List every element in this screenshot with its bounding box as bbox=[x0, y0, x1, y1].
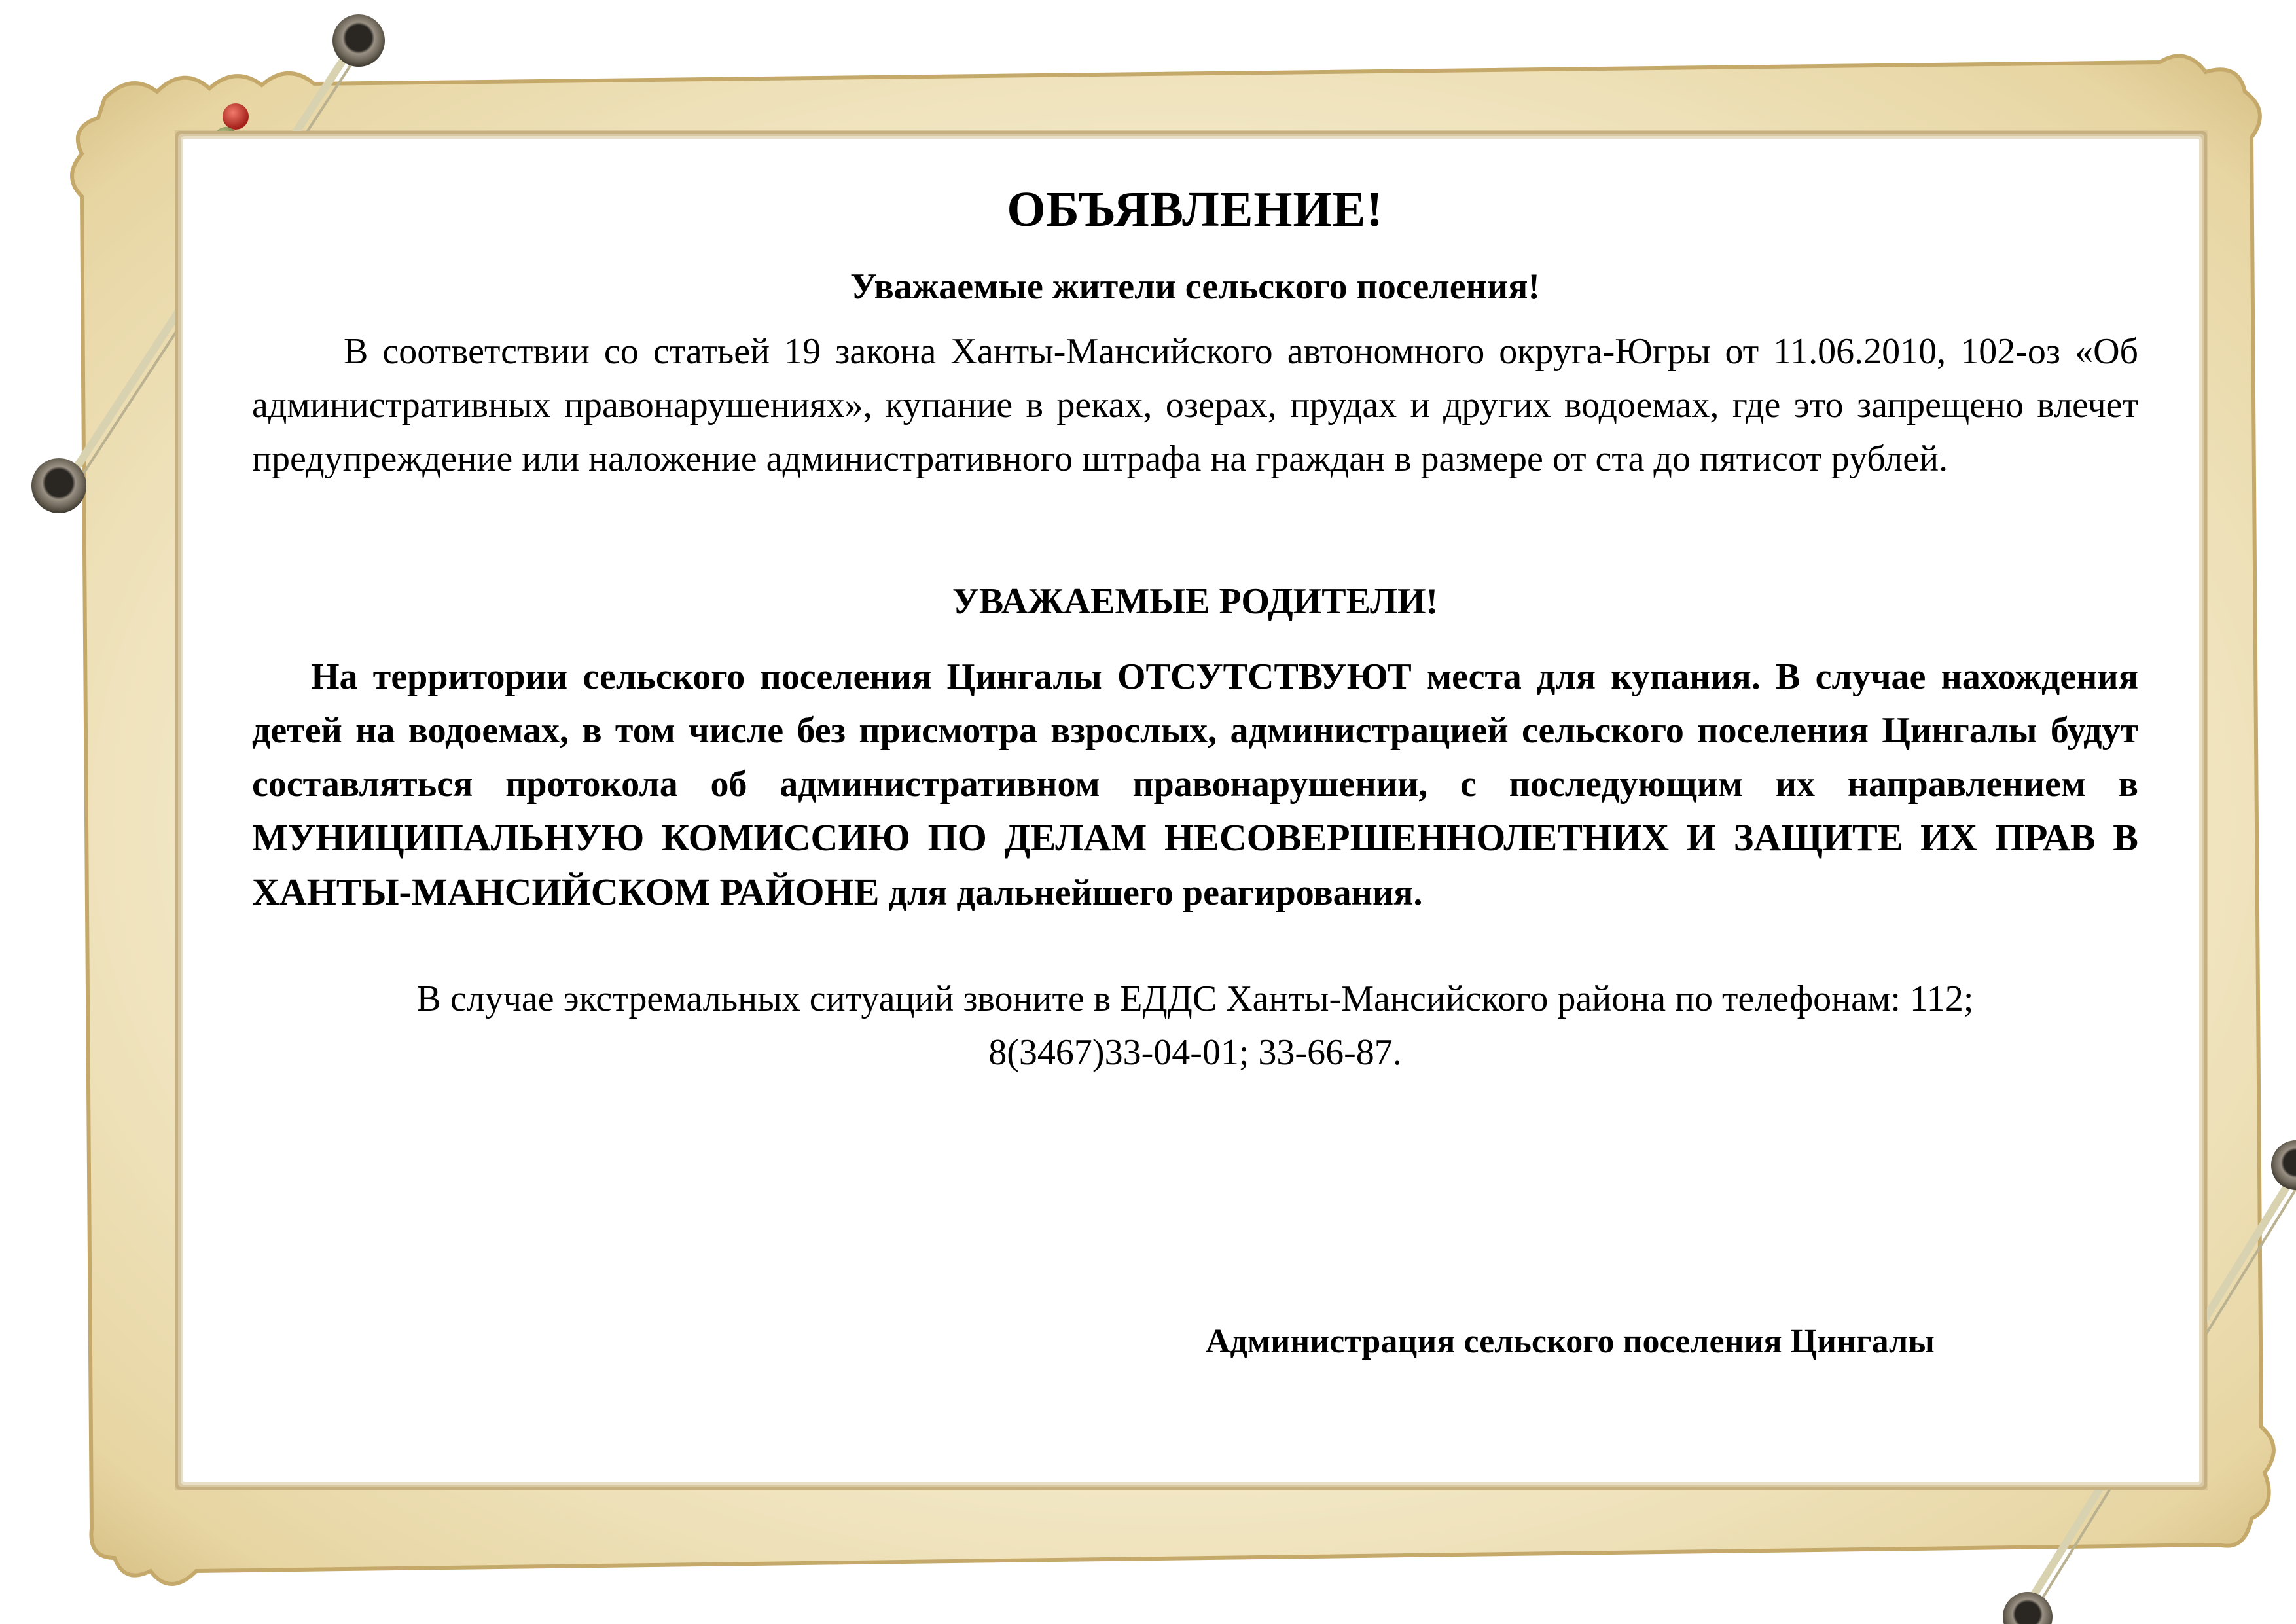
parents-heading: УВАЖАЕМЫЕ РОДИТЕЛИ! bbox=[952, 581, 1439, 623]
parents-paragraph-ending: для дальнейшего реагирования. bbox=[879, 873, 1423, 914]
grommet bbox=[332, 14, 385, 67]
law-paragraph: В соответствии со статьей 19 закона Ханты-Мансийского автономного округа-Югры от 11.06.2010, 102-оз «Об административных правонарушениях», купание в реках, озерах, прудах и других водоемах, где это запрещено влечет предупреждение или наложение административного штрафа на граждан в размере от ста до пятисот рублей. bbox=[252, 331, 2138, 480]
commission-name: МУНИЦИПАЛЬНУЮ КОМИССИЮ ПО ДЕЛАМ НЕСОВЕРШЕННОЛЕТНИХ И ЗАЩИТЕ ИХ ПРАВ В ХАНТЫ-МАНСИЙСКОМ РАЙОНЕ bbox=[252, 816, 2138, 914]
grommet bbox=[2271, 1140, 2296, 1190]
parents-paragraph bbox=[252, 650, 2138, 920]
emergency-line-1: В случае экстремальных ситуаций звоните в ЕДДС Ханты-Мансийского района по телефонам: 112; bbox=[416, 979, 1974, 1020]
emergency-contacts bbox=[252, 972, 2138, 1079]
signature: Администрация сельского поселения Цингалы bbox=[1206, 1323, 1935, 1360]
grommet bbox=[31, 458, 86, 513]
notice-content bbox=[252, 151, 2138, 1079]
parents-paragraph-text: На территории сельского поселения Цингалы ОТСУТСТВУЮТ места для купания. В случае нахождения детей на водоемах, в том числе без присмотра взрослых, администрацией сельского поселения Цингалы будут составляться протокола об административном правонарушении, с последующим их направлением в bbox=[252, 657, 2138, 805]
notice-title: ОБЪЯВЛЕНИЕ! bbox=[1007, 182, 1384, 237]
residents-greeting: Уважаемые жители сельского поселения! bbox=[850, 266, 1541, 308]
red-bead bbox=[223, 103, 249, 130]
grommet bbox=[2003, 1592, 2053, 1624]
emergency-phones: 8(3467)33-04-01; 33-66-87. bbox=[988, 1032, 1402, 1074]
